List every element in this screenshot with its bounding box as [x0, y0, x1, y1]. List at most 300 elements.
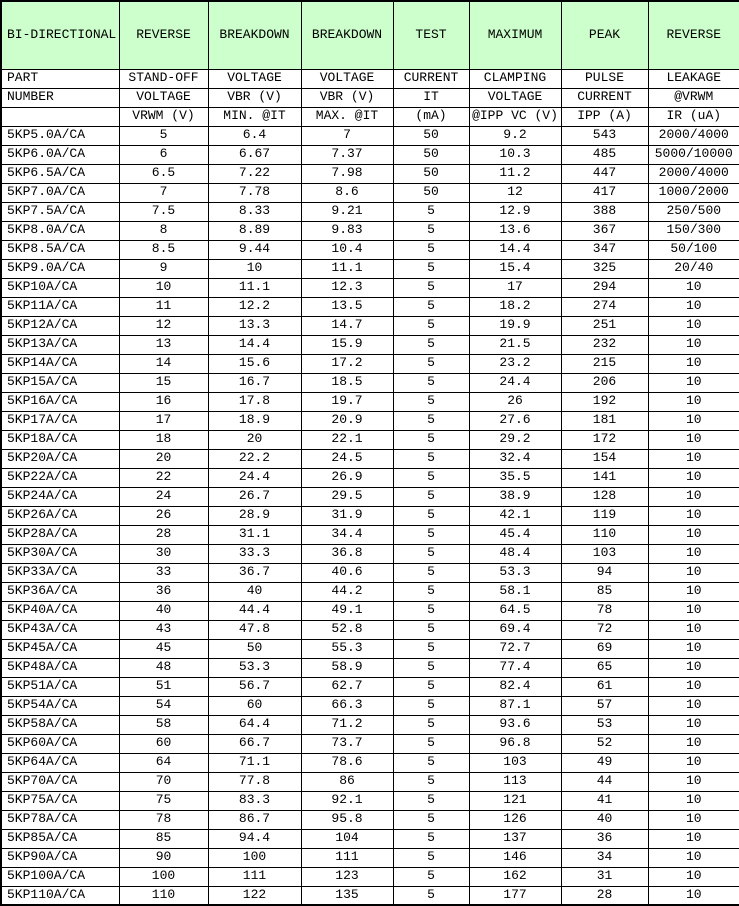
value-cell: 11.2: [469, 164, 561, 183]
header-row-category: [1, 1, 739, 69]
value-cell: 10: [648, 487, 739, 506]
value-cell: 10: [648, 411, 739, 430]
part-number-cell: 5KP8.5A/CA: [1, 240, 119, 259]
header-cell-part: PART: [1, 69, 119, 88]
value-cell: 5: [119, 126, 208, 145]
value-cell: 9.83: [301, 221, 393, 240]
table-row: [1, 867, 739, 886]
value-cell: 24.5: [301, 449, 393, 468]
value-cell: 5: [393, 696, 469, 715]
value-cell: 16.7: [208, 373, 301, 392]
table-row: [1, 164, 739, 183]
value-cell: 5: [393, 658, 469, 677]
value-cell: 29.2: [469, 430, 561, 449]
table-row: [1, 620, 739, 639]
value-cell: 50/100: [648, 240, 739, 259]
value-cell: 111: [208, 867, 301, 886]
value-cell: 33: [119, 563, 208, 582]
value-cell: 367: [561, 221, 648, 240]
value-cell: 36: [119, 582, 208, 601]
value-cell: 40: [561, 810, 648, 829]
value-cell: 10: [648, 392, 739, 411]
table-row: [1, 335, 739, 354]
value-cell: 206: [561, 373, 648, 392]
table-row: [1, 468, 739, 487]
value-cell: 40: [208, 582, 301, 601]
value-cell: 177: [469, 886, 561, 905]
part-number-cell: 5KP85A/CA: [1, 829, 119, 848]
value-cell: 110: [561, 525, 648, 544]
part-number-cell: 5KP17A/CA: [1, 411, 119, 430]
value-cell: 5: [393, 848, 469, 867]
value-cell: 15.9: [301, 335, 393, 354]
value-cell: 5: [393, 829, 469, 848]
value-cell: 15.6: [208, 354, 301, 373]
value-cell: 10: [648, 525, 739, 544]
value-cell: 8: [119, 221, 208, 240]
value-cell: 18: [119, 430, 208, 449]
value-cell: 13: [119, 335, 208, 354]
value-cell: 5: [393, 487, 469, 506]
header-cell-vbr-min: VBR (V): [208, 88, 301, 107]
value-cell: 7.98: [301, 164, 393, 183]
value-cell: 103: [469, 753, 561, 772]
value-cell: 10: [648, 848, 739, 867]
table-row: [1, 259, 739, 278]
header-cell-reverse: REVERSE: [119, 1, 208, 69]
value-cell: 86.7: [208, 810, 301, 829]
value-cell: 10: [648, 753, 739, 772]
value-cell: 17.8: [208, 392, 301, 411]
header-cell-ipp-vc-unit: @IPP VC (V): [469, 107, 561, 126]
value-cell: 12.9: [469, 202, 561, 221]
value-cell: 135: [301, 886, 393, 905]
part-number-cell: 5KP8.0A/CA: [1, 221, 119, 240]
table-row: [1, 848, 739, 867]
value-cell: 65: [561, 658, 648, 677]
table-row: [1, 810, 739, 829]
value-cell: 30: [119, 544, 208, 563]
value-cell: 14: [119, 354, 208, 373]
value-cell: 5: [393, 582, 469, 601]
value-cell: 10: [119, 278, 208, 297]
header-cell-reverse-leakage: REVERSE: [648, 1, 739, 69]
part-number-cell: 5KP30A/CA: [1, 544, 119, 563]
value-cell: 110: [119, 886, 208, 905]
value-cell: 86: [301, 772, 393, 791]
part-number-cell: 5KP5.0A/CA: [1, 126, 119, 145]
value-cell: 10: [648, 335, 739, 354]
header-cell-at-vrwm: @VRWM: [648, 88, 739, 107]
value-cell: 93.6: [469, 715, 561, 734]
value-cell: 47.8: [208, 620, 301, 639]
value-cell: 83.3: [208, 791, 301, 810]
value-cell: 2000/4000: [648, 126, 739, 145]
value-cell: 13.3: [208, 316, 301, 335]
header-cell-number: NUMBER: [1, 88, 119, 107]
value-cell: 5: [393, 411, 469, 430]
part-number-cell: 5KP28A/CA: [1, 525, 119, 544]
value-cell: 5: [393, 240, 469, 259]
header-row-sub2: [1, 88, 739, 107]
value-cell: 5: [393, 601, 469, 620]
table-row: [1, 145, 739, 164]
value-cell: 13.5: [301, 297, 393, 316]
part-number-cell: 5KP20A/CA: [1, 449, 119, 468]
value-cell: 53.3: [469, 563, 561, 582]
value-cell: 10: [648, 658, 739, 677]
value-cell: 5000/10000: [648, 145, 739, 164]
value-cell: 14.4: [469, 240, 561, 259]
value-cell: 10: [648, 449, 739, 468]
value-cell: 23.2: [469, 354, 561, 373]
part-number-cell: 5KP100A/CA: [1, 867, 119, 886]
value-cell: 24.4: [469, 373, 561, 392]
value-cell: 5: [393, 202, 469, 221]
value-cell: 21.5: [469, 335, 561, 354]
header-cell-max-at-it: MAX. @IT: [301, 107, 393, 126]
table-row: [1, 658, 739, 677]
table-row: [1, 373, 739, 392]
table-row: [1, 240, 739, 259]
value-cell: 35.5: [469, 468, 561, 487]
value-cell: 41: [561, 791, 648, 810]
value-cell: 5: [393, 430, 469, 449]
table-row: [1, 411, 739, 430]
table-row: [1, 563, 739, 582]
header-cell-voltage-label: VOLTAGE: [119, 88, 208, 107]
value-cell: 10.3: [469, 145, 561, 164]
table-row: [1, 582, 739, 601]
value-cell: 7.37: [301, 145, 393, 164]
table-row: [1, 487, 739, 506]
value-cell: 6.5: [119, 164, 208, 183]
table-row: [1, 753, 739, 772]
header-cell-pulse: PULSE: [561, 69, 648, 88]
header-cell-clamping: CLAMPING: [469, 69, 561, 88]
header-cell-ir-unit: IR (uA): [648, 107, 739, 126]
value-cell: 45.4: [469, 525, 561, 544]
value-cell: 71.1: [208, 753, 301, 772]
value-cell: 87.1: [469, 696, 561, 715]
value-cell: 100: [208, 848, 301, 867]
table-row: [1, 829, 739, 848]
value-cell: 6: [119, 145, 208, 164]
value-cell: 5: [393, 525, 469, 544]
table-row: [1, 202, 739, 221]
value-cell: 50: [393, 164, 469, 183]
table-row: [1, 430, 739, 449]
table-row: [1, 601, 739, 620]
value-cell: 17: [469, 278, 561, 297]
value-cell: 44.2: [301, 582, 393, 601]
value-cell: 66.3: [301, 696, 393, 715]
value-cell: 103: [561, 544, 648, 563]
value-cell: 92.1: [301, 791, 393, 810]
value-cell: 45: [119, 639, 208, 658]
value-cell: 13.6: [469, 221, 561, 240]
value-cell: 31: [561, 867, 648, 886]
value-cell: 28: [119, 525, 208, 544]
part-number-cell: 5KP14A/CA: [1, 354, 119, 373]
header-cell-it: IT: [393, 88, 469, 107]
value-cell: 48: [119, 658, 208, 677]
part-number-cell: 5KP6.0A/CA: [1, 145, 119, 164]
value-cell: 10: [648, 297, 739, 316]
value-cell: 104: [301, 829, 393, 848]
value-cell: 10: [648, 354, 739, 373]
value-cell: 31.9: [301, 506, 393, 525]
value-cell: 49: [561, 753, 648, 772]
part-number-cell: 5KP60A/CA: [1, 734, 119, 753]
value-cell: 90: [119, 848, 208, 867]
value-cell: 10: [648, 563, 739, 582]
value-cell: 72.7: [469, 639, 561, 658]
value-cell: 6.4: [208, 126, 301, 145]
header-row-sub1: [1, 69, 739, 88]
part-number-cell: 5KP16A/CA: [1, 392, 119, 411]
value-cell: 6.67: [208, 145, 301, 164]
value-cell: 95.8: [301, 810, 393, 829]
value-cell: 250/500: [648, 202, 739, 221]
table-row: [1, 715, 739, 734]
table-row: [1, 183, 739, 202]
table-body: [1, 126, 739, 905]
value-cell: 232: [561, 335, 648, 354]
header-cell-ma-unit: (mA): [393, 107, 469, 126]
value-cell: 11.1: [208, 278, 301, 297]
value-cell: 325: [561, 259, 648, 278]
value-cell: 5: [393, 316, 469, 335]
value-cell: 5: [393, 886, 469, 905]
header-cell-breakdown-max: BREAKDOWN: [301, 1, 393, 69]
value-cell: 53.3: [208, 658, 301, 677]
value-cell: 38.9: [469, 487, 561, 506]
value-cell: 543: [561, 126, 648, 145]
part-number-cell: 5KP26A/CA: [1, 506, 119, 525]
value-cell: 73.7: [301, 734, 393, 753]
value-cell: 417: [561, 183, 648, 202]
value-cell: 22.2: [208, 449, 301, 468]
value-cell: 24: [119, 487, 208, 506]
value-cell: 215: [561, 354, 648, 373]
value-cell: 10: [648, 430, 739, 449]
value-cell: 72: [561, 620, 648, 639]
value-cell: 5: [393, 392, 469, 411]
value-cell: 77.8: [208, 772, 301, 791]
value-cell: 20: [119, 449, 208, 468]
table-row: [1, 734, 739, 753]
part-number-cell: 5KP110A/CA: [1, 886, 119, 905]
value-cell: 10: [648, 316, 739, 335]
header-cell-voltage2: VOLTAGE: [301, 69, 393, 88]
part-number-cell: 5KP7.0A/CA: [1, 183, 119, 202]
value-cell: 172: [561, 430, 648, 449]
value-cell: 19.9: [469, 316, 561, 335]
value-cell: 5: [393, 715, 469, 734]
value-cell: 5: [393, 468, 469, 487]
value-cell: 17: [119, 411, 208, 430]
value-cell: 5: [393, 373, 469, 392]
part-number-cell: 5KP9.0A/CA: [1, 259, 119, 278]
value-cell: 71.2: [301, 715, 393, 734]
value-cell: 11: [119, 297, 208, 316]
value-cell: 8.5: [119, 240, 208, 259]
value-cell: 8.33: [208, 202, 301, 221]
table-row: [1, 221, 739, 240]
value-cell: 274: [561, 297, 648, 316]
value-cell: 50: [208, 639, 301, 658]
value-cell: 347: [561, 240, 648, 259]
value-cell: 10: [648, 620, 739, 639]
part-number-cell: 5KP7.5A/CA: [1, 202, 119, 221]
table-row: [1, 392, 739, 411]
value-cell: 8.89: [208, 221, 301, 240]
value-cell: 8.6: [301, 183, 393, 202]
part-number-cell: 5KP18A/CA: [1, 430, 119, 449]
value-cell: 60: [119, 734, 208, 753]
value-cell: 36.7: [208, 563, 301, 582]
table-row: [1, 525, 739, 544]
value-cell: 5: [393, 259, 469, 278]
value-cell: 69.4: [469, 620, 561, 639]
value-cell: 32.4: [469, 449, 561, 468]
value-cell: 122: [208, 886, 301, 905]
part-number-cell: 5KP45A/CA: [1, 639, 119, 658]
value-cell: 5: [393, 278, 469, 297]
table-header: [1, 1, 739, 126]
value-cell: 20/40: [648, 259, 739, 278]
value-cell: 40.6: [301, 563, 393, 582]
header-cell-blank: [1, 107, 119, 126]
value-cell: 36.8: [301, 544, 393, 563]
value-cell: 123: [301, 867, 393, 886]
part-number-cell: 5KP11A/CA: [1, 297, 119, 316]
header-cell-vrwm-unit: VRWM (V): [119, 107, 208, 126]
value-cell: 5: [393, 753, 469, 772]
value-cell: 111: [301, 848, 393, 867]
part-number-cell: 5KP13A/CA: [1, 335, 119, 354]
part-number-cell: 5KP6.5A/CA: [1, 164, 119, 183]
header-cell-bidirectional: BI-DIRECTIONAL: [1, 1, 119, 69]
header-cell-vbr-max: VBR (V): [301, 88, 393, 107]
table-row: [1, 449, 739, 468]
value-cell: 85: [119, 829, 208, 848]
header-cell-peak: PEAK: [561, 1, 648, 69]
value-cell: 49.1: [301, 601, 393, 620]
value-cell: 10: [648, 696, 739, 715]
header-cell-ipp-unit: IPP (A): [561, 107, 648, 126]
value-cell: 77.4: [469, 658, 561, 677]
value-cell: 52.8: [301, 620, 393, 639]
value-cell: 7.22: [208, 164, 301, 183]
part-number-cell: 5KP75A/CA: [1, 791, 119, 810]
value-cell: 26: [119, 506, 208, 525]
value-cell: 20.9: [301, 411, 393, 430]
value-cell: 137: [469, 829, 561, 848]
value-cell: 34: [561, 848, 648, 867]
value-cell: 78: [119, 810, 208, 829]
header-cell-maximum: MAXIMUM: [469, 1, 561, 69]
value-cell: 5: [393, 734, 469, 753]
part-number-cell: 5KP64A/CA: [1, 753, 119, 772]
value-cell: 294: [561, 278, 648, 297]
table-row: [1, 278, 739, 297]
value-cell: 56.7: [208, 677, 301, 696]
table-row: [1, 126, 739, 145]
header-cell-min-at-it: MIN. @IT: [208, 107, 301, 126]
value-cell: 5: [393, 620, 469, 639]
part-number-cell: 5KP48A/CA: [1, 658, 119, 677]
part-number-cell: 5KP43A/CA: [1, 620, 119, 639]
value-cell: 60: [208, 696, 301, 715]
value-cell: 14.4: [208, 335, 301, 354]
value-cell: 50: [393, 145, 469, 164]
value-cell: 10: [208, 259, 301, 278]
table-row: [1, 506, 739, 525]
value-cell: 100: [119, 867, 208, 886]
value-cell: 24.4: [208, 468, 301, 487]
value-cell: 5: [393, 677, 469, 696]
value-cell: 12: [469, 183, 561, 202]
value-cell: 58.1: [469, 582, 561, 601]
value-cell: 70: [119, 772, 208, 791]
value-cell: 113: [469, 772, 561, 791]
value-cell: 5: [393, 449, 469, 468]
value-cell: 5: [393, 354, 469, 373]
header-row-sub3: [1, 107, 739, 126]
value-cell: 16: [119, 392, 208, 411]
value-cell: 78: [561, 601, 648, 620]
part-number-cell: 5KP54A/CA: [1, 696, 119, 715]
value-cell: 150/300: [648, 221, 739, 240]
value-cell: 64.4: [208, 715, 301, 734]
value-cell: 10: [648, 829, 739, 848]
value-cell: 251: [561, 316, 648, 335]
value-cell: 10: [648, 715, 739, 734]
value-cell: 10: [648, 601, 739, 620]
value-cell: 51: [119, 677, 208, 696]
value-cell: 44: [561, 772, 648, 791]
value-cell: 5: [393, 867, 469, 886]
value-cell: 192: [561, 392, 648, 411]
part-number-cell: 5KP51A/CA: [1, 677, 119, 696]
part-number-cell: 5KP58A/CA: [1, 715, 119, 734]
value-cell: 58: [119, 715, 208, 734]
table-row: [1, 772, 739, 791]
part-number-cell: 5KP15A/CA: [1, 373, 119, 392]
value-cell: 19.7: [301, 392, 393, 411]
value-cell: 27.6: [469, 411, 561, 430]
part-number-cell: 5KP78A/CA: [1, 810, 119, 829]
value-cell: 36: [561, 829, 648, 848]
value-cell: 119: [561, 506, 648, 525]
value-cell: 10: [648, 582, 739, 601]
value-cell: 54: [119, 696, 208, 715]
value-cell: 128: [561, 487, 648, 506]
value-cell: 5: [393, 506, 469, 525]
table-row: [1, 544, 739, 563]
value-cell: 62.7: [301, 677, 393, 696]
value-cell: 18.9: [208, 411, 301, 430]
value-cell: 9.21: [301, 202, 393, 221]
part-number-cell: 5KP36A/CA: [1, 582, 119, 601]
value-cell: 53: [561, 715, 648, 734]
value-cell: 28.9: [208, 506, 301, 525]
value-cell: 94.4: [208, 829, 301, 848]
value-cell: 10.4: [301, 240, 393, 259]
value-cell: 10: [648, 278, 739, 297]
